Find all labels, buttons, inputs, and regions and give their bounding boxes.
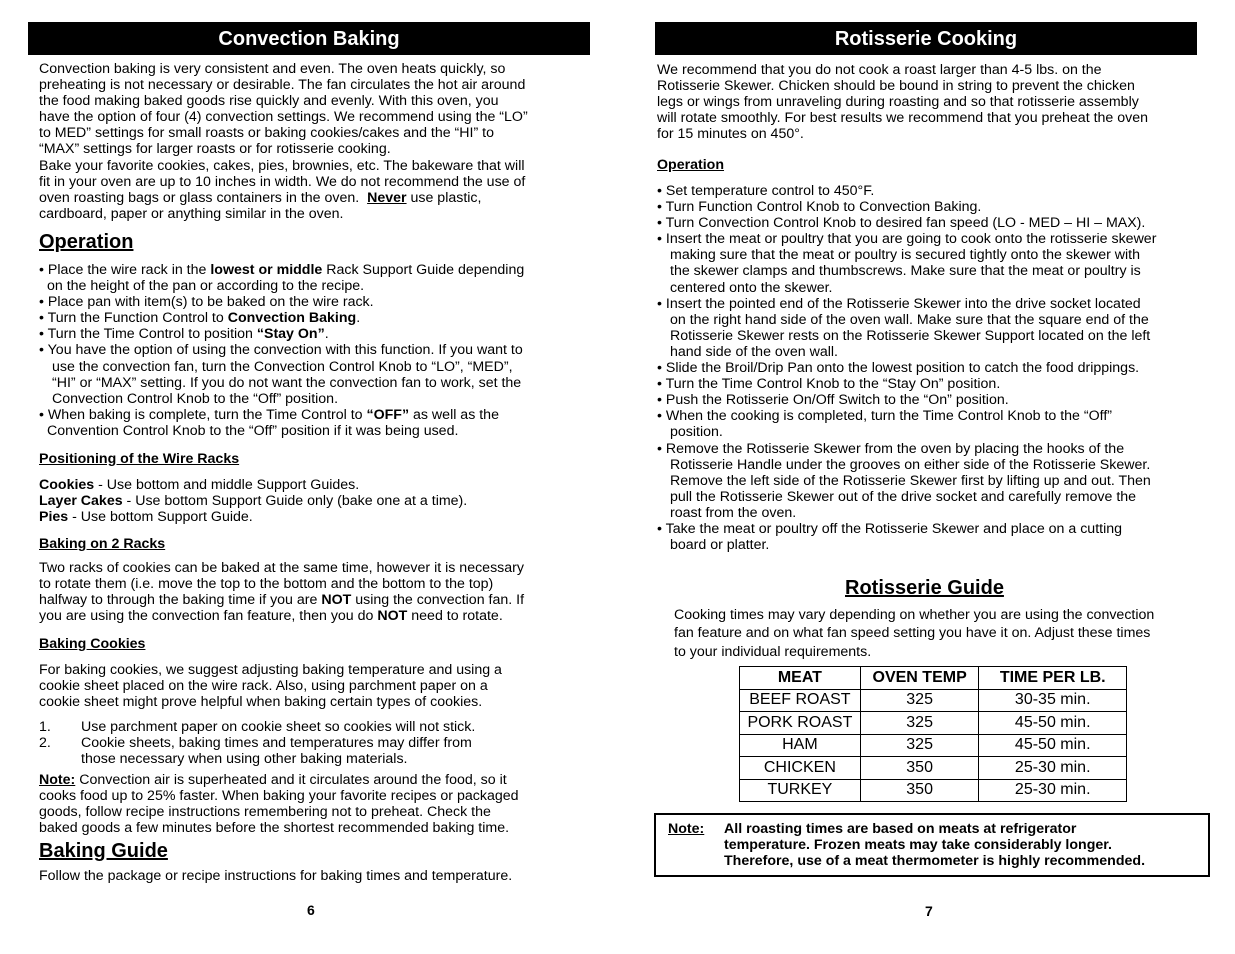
rotisserie-step: • Insert the meat or poultry that you are going to cook onto the rotisserie skewer: [657, 231, 1157, 248]
note-line: goods, follow recipe instructions remembering not to preheat. Check the: [39, 804, 491, 821]
convection-intro: [39, 61, 584, 222]
table-header: MEAT: [740, 667, 861, 690]
rotisserie-step-cont: on the right hand side of the oven wall. Make sure that the square end of the: [670, 311, 1149, 328]
intro-line: cardboard, paper or anything similar in the oven.: [39, 205, 344, 222]
rotisserie-step: • Insert the pointed end of the Rotisserie Skewer into the drive socket located: [657, 295, 1141, 312]
table-cell: PORK ROAST: [740, 712, 861, 735]
operation-item: • Turn the Function Control to Convection Baking.: [39, 310, 361, 327]
table-cell: TURKEY: [740, 779, 861, 802]
table-cell: 30-35 min.: [979, 689, 1127, 712]
two-racks-text: [39, 560, 584, 624]
rotisserie-step-cont: making sure that the meat or poultry is secured tightly onto the skewer with: [670, 247, 1140, 264]
table-cell: HAM: [740, 734, 861, 757]
cookies-line: For baking cookies, we suggest adjusting baking temperature and using a: [39, 662, 502, 678]
note-line: temperature. Frozen meats may take considerably longer.: [724, 837, 1112, 854]
rotisserie-step-cont: Rotisserie Skewer rests on the Rotisserie Skewer Support located on the left: [670, 327, 1151, 344]
rotisserie-step: • Take the meat or poultry off the Rotisserie Skewer and place on a cutting: [657, 520, 1123, 537]
convection-note: [39, 772, 584, 836]
rotisserie-step-cont: the skewer clamps and thumbscrews. Make sure that the meat or poultry is: [670, 263, 1141, 280]
operation-item: • Place the wire rack in the lowest or middle Rack Support Guide depending: [39, 262, 525, 278]
note-label: Note:: [39, 772, 76, 788]
table-row: [740, 779, 1127, 802]
rotisserie-step: • Turn Convection Control Knob to desired fan speed (LO - MED – HI – MAX).: [657, 215, 1146, 232]
table-cell: 45-50 min.: [979, 712, 1127, 735]
intro-line: will rotate smoothly. For best results we recommend that you preheat the oven: [657, 110, 1149, 127]
rotisserie-intro: [657, 62, 1217, 142]
roasting-note-box: [654, 813, 1210, 877]
intro-line: for 15 minutes on 450°.: [657, 126, 804, 143]
rotisserie-step-cont: pull the Rotisserie Skewer out of the drive socket and carefully remove the: [670, 488, 1137, 505]
rotisserie-step: • Turn Function Control Knob to Convection Baking.: [657, 199, 982, 216]
cookie-steps: [39, 719, 584, 767]
rotisserie-step-cont: hand side of the oven wall.: [670, 343, 838, 360]
operation-item: • Turn the Time Control to position “Stay On”.: [39, 326, 329, 343]
table-cell: 325: [860, 734, 979, 757]
intro-line: to MED” settings for small roasts or baking cookies/cakes and the “HI” to: [39, 125, 494, 142]
table-header-row: [740, 667, 1127, 690]
rotisserie-step: • Turn the Time Control Knob to the “Stay On” position.: [657, 376, 1001, 393]
intro-line: “MAX” settings for larger roasts or for rotisserie cooking.: [39, 141, 391, 158]
operation-heading: Operation: [39, 231, 134, 253]
intro-line: preheating is not necessary or desirable. The fan circulates the hot air around: [39, 77, 526, 94]
operation-item: • When baking is complete, turn the Time Control to “OFF” as well as the: [39, 406, 499, 423]
step-text: those necessary when using other baking materials.: [81, 751, 408, 768]
table-cell: 325: [860, 712, 979, 735]
page-number: 7: [925, 903, 933, 919]
intro-line: fit in your oven are up to 10 inches in width. We do not recommend the use of: [39, 173, 526, 190]
table-header: OVEN TEMP: [860, 667, 979, 690]
rotisserie-step: • Set temperature control to 450°F.: [657, 183, 875, 199]
note-line: Therefore, use of a meat thermometer is highly recommended.: [724, 853, 1146, 870]
two-racks-line: halfway to through the baking time if you are NOT using the convection fan. If: [39, 592, 525, 609]
operation-item-cont: use the convection fan, turn the Convection Control Knob to “LO”, “MED”,: [52, 358, 513, 375]
table-cell: 25-30 min.: [979, 779, 1127, 802]
page-number: 6: [307, 902, 315, 918]
intro-line: oven roasting bags or glass containers in the oven. Never use plastic,: [39, 189, 482, 206]
rack-item: Pies - Use bottom Support Guide.: [39, 509, 253, 526]
table-row: [740, 712, 1127, 735]
rotisserie-cooking-banner: Rotisserie Cooking: [655, 22, 1197, 55]
operation-item-cont: “HI” or “MAX” setting. If you do not want the convection fan to work, set the: [52, 374, 522, 391]
table-cell: 45-50 min.: [979, 734, 1127, 757]
roasting-note-text: [724, 821, 1204, 869]
step-number: 1.: [39, 719, 51, 735]
rotisserie-step: • Push the Rotisserie On/Off Switch to the “On” position.: [657, 392, 1009, 409]
convection-baking-banner: Convection Baking: [28, 22, 590, 55]
rotisserie-guide-intro: [674, 606, 1214, 661]
rack-item: Cookies - Use bottom and middle Support Guides.: [39, 477, 360, 493]
two-racks-line: you are using the convection fan feature, then you do NOT need to rotate.: [39, 608, 503, 625]
never-warning: Never: [367, 189, 407, 206]
rotisserie-guide-heading: Rotisserie Guide: [845, 577, 1004, 599]
baking-cookies-heading: Baking Cookies: [39, 636, 146, 652]
table-row: [740, 689, 1127, 712]
rotisserie-step-cont: board or platter.: [670, 537, 770, 554]
table-row: [740, 734, 1127, 757]
two-racks-heading: Baking on 2 Racks: [39, 536, 166, 552]
intro-line: We recommend that you do not cook a roast larger than 4-5 lbs. on the: [657, 62, 1102, 78]
rotisserie-step: • Remove the Rotisserie Skewer from the oven by placing the hooks of the: [657, 440, 1125, 457]
note-line: baked goods a few minutes before the shortest recommended baking time.: [39, 820, 510, 837]
rotisserie-step-cont: roast from the oven.: [670, 504, 797, 521]
baking-guide-heading: Baking Guide: [39, 840, 168, 862]
operation-item-cont: Convection Control Knob to the “Off” position.: [52, 390, 339, 407]
wire-racks-list: [39, 477, 584, 525]
rotisserie-step-cont: Remove the left side of the Rotisserie Skewer first by lifting up and out. Then: [670, 472, 1151, 489]
roasting-note-label: Note:: [668, 821, 705, 837]
two-racks-line: to rotate them (i.e. move the top to the bottom and the bottom to the top): [39, 576, 494, 593]
intro-line: Rotisserie Skewer. Chicken should be bound in string to prevent the chicken: [657, 78, 1135, 95]
guide-intro-line: Cooking times may vary depending on whether you are using the convection: [674, 607, 1155, 623]
intro-line: legs or wings from unraveling during roasting and so that rotisserie assembly: [657, 94, 1139, 111]
baking-cookies-text: [39, 662, 584, 710]
note-line: cooks food up to 25% faster. When baking your favorite recipes or packaged: [39, 788, 519, 805]
cookies-line: cookie sheet placed on the wire rack. Also, using parchment paper on a: [39, 678, 488, 695]
step-text: Use parchment paper on cookie sheet so cookies will not stick.: [81, 719, 476, 735]
rotisserie-step-cont: centered onto the skewer.: [670, 279, 833, 296]
table-row: [740, 757, 1127, 780]
baking-guide-text: Follow the package or recipe instructions for baking times and temperature.: [39, 868, 513, 884]
table-cell: 25-30 min.: [979, 757, 1127, 780]
intro-line: Bake your favorite cookies, cakes, pies, brownies, etc. The bakeware that will: [39, 157, 525, 174]
guide-intro-line: fan feature and on what fan speed setting you have it on. Adjust these times: [674, 625, 1151, 642]
wire-racks-heading: Positioning of the Wire Racks: [39, 451, 240, 467]
table-cell: 350: [860, 757, 979, 780]
cookies-line: cookie sheet might prove helpful when baking certain types of cookies.: [39, 694, 483, 711]
rotisserie-step-cont: Rotisserie Handle under the grooves on either side of the Rotisserie Skewer.: [670, 456, 1151, 473]
note-line: Note: Convection air is superheated and it circulates around the food, so it: [39, 772, 507, 788]
rotisserie-step-cont: position.: [670, 424, 723, 441]
rotisserie-operation-heading: Operation: [657, 157, 725, 173]
rotisserie-guide-table: [739, 666, 1127, 802]
operation-item: • Place pan with item(s) to be baked on the wire rack.: [39, 294, 374, 311]
operation-list: [39, 262, 584, 439]
rotisserie-operation-list: [657, 183, 1227, 553]
table-header: TIME PER LB.: [979, 667, 1127, 690]
table-cell: BEEF ROAST: [740, 689, 861, 712]
table-cell: CHICKEN: [740, 757, 861, 780]
guide-intro-line: to your individual requirements.: [674, 643, 872, 660]
rack-item: Layer Cakes - Use bottom Support Guide only (bake one at a time).: [39, 493, 468, 510]
note-line: All roasting times are based on meats at refrigerator: [724, 821, 1077, 837]
operation-item: • You have the option of using the convection with this function. If you want to: [39, 342, 523, 359]
step-number: 2.: [39, 735, 51, 752]
intro-line: have the option of four (4) convection settings. We recommend using the “LO”: [39, 109, 528, 126]
step-text: Cookie sheets, baking times and temperatures may differ from: [81, 735, 472, 752]
rotisserie-step: • When the cooking is completed, turn the Time Control Knob to the “Off”: [657, 408, 1112, 425]
operation-item-cont: on the height of the pan or according to the recipe.: [47, 278, 365, 295]
operation-item-cont: Convention Control Knob to the “Off” position if it was being used.: [47, 422, 459, 439]
table-cell: 350: [860, 779, 979, 802]
intro-line: the food making baked goods rise quickly and evenly. With this oven, you: [39, 93, 499, 110]
table-cell: 325: [860, 689, 979, 712]
two-racks-line: Two racks of cookies can be baked at the same time, however it is necessary: [39, 560, 524, 576]
intro-line: Convection baking is very consistent and even. The oven heats quickly, so: [39, 61, 506, 77]
cookie-step: [39, 735, 584, 767]
cookie-step: [39, 719, 584, 735]
rotisserie-step: • Slide the Broil/Drip Pan onto the lowest position to catch the food drippings.: [657, 360, 1140, 377]
